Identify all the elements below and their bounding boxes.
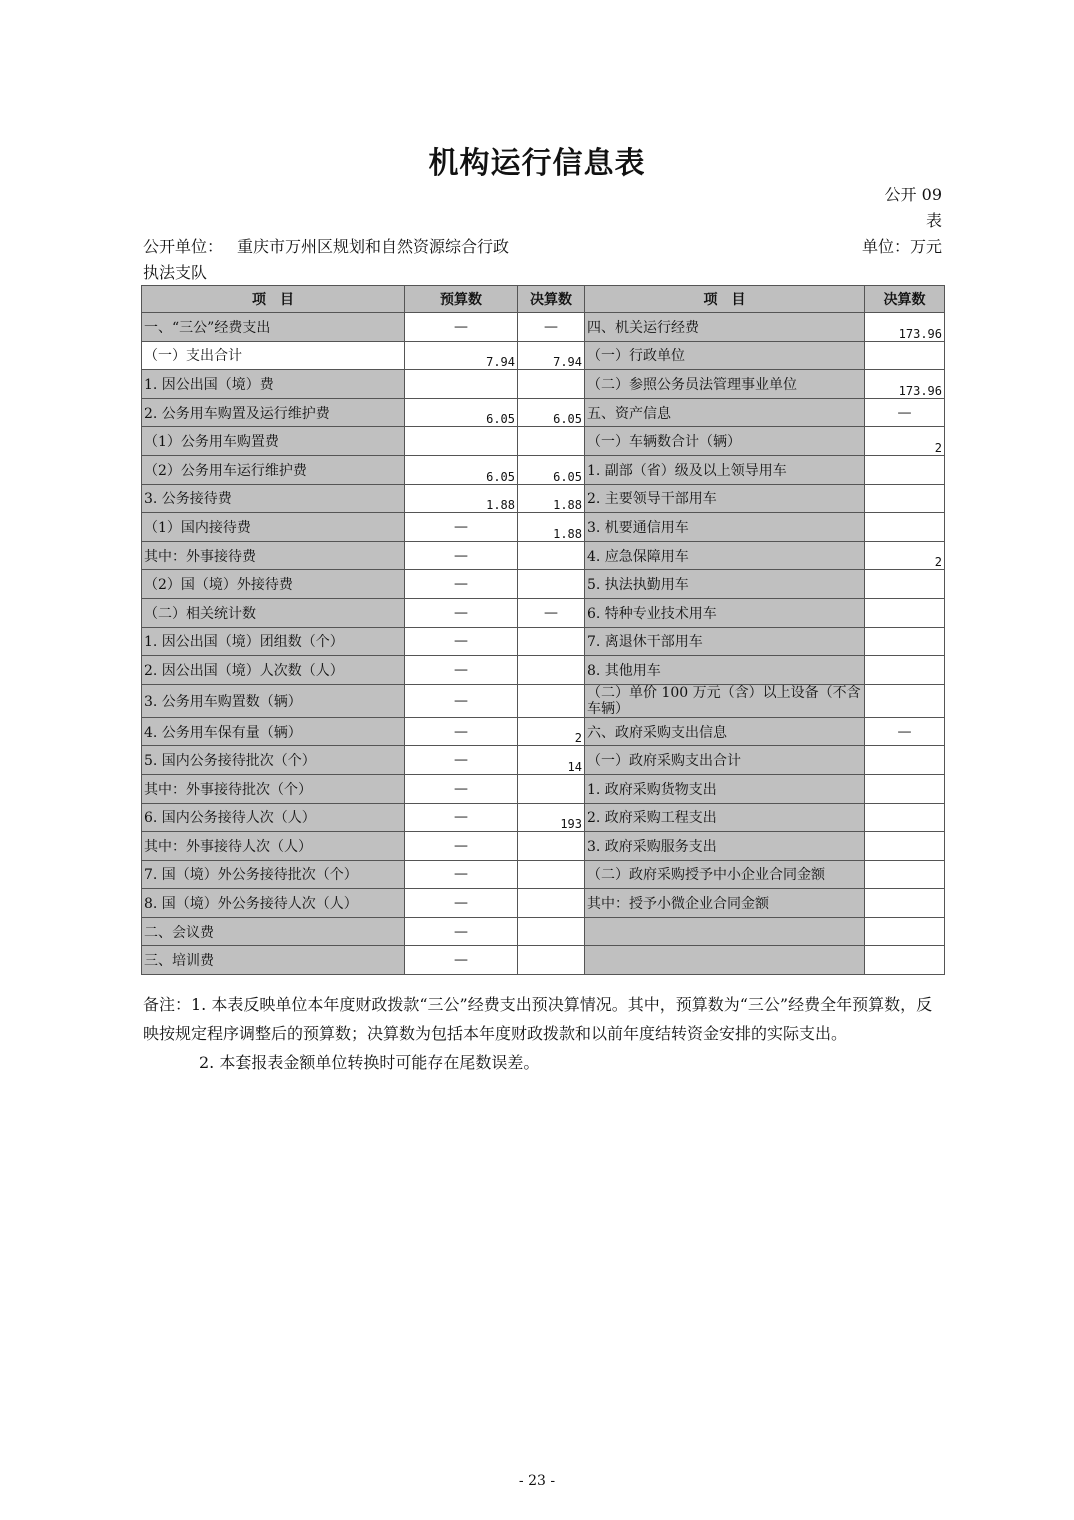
table-row xyxy=(142,570,945,599)
row-budget-value: — xyxy=(405,832,518,861)
table-row xyxy=(142,484,945,513)
row-budget-value: — xyxy=(405,627,518,656)
table-row xyxy=(142,889,945,918)
row-final-right-value: — xyxy=(865,398,945,427)
row-final-right-value: 2 xyxy=(865,427,945,456)
row-budget-value: — xyxy=(405,513,518,542)
row-item-label: 3. 公务接待费 xyxy=(142,484,405,513)
table-row xyxy=(142,917,945,946)
row-budget-value: 6.05 xyxy=(405,398,518,427)
row-item-label: 8. 国（境）外公务接待人次（人） xyxy=(142,889,405,918)
row-item-label: 2. 因公出国（境）人次数（人） xyxy=(142,656,405,685)
row-budget-value: — xyxy=(405,684,518,717)
info-table xyxy=(141,285,945,975)
row-item-right-label: 4. 应急保障用车 xyxy=(585,541,865,570)
table-row xyxy=(142,717,945,746)
row-final-value xyxy=(518,917,585,946)
row-item-label: （一）支出合计 xyxy=(142,341,405,370)
row-final-value: — xyxy=(518,313,585,342)
row-item-right-label: 1. 副部（省）级及以上领导用车 xyxy=(585,455,865,484)
org-name: 重庆市万州区规划和自然资源综合行政执法支队 xyxy=(143,237,510,282)
row-budget-value: — xyxy=(405,541,518,570)
row-item-right-label: 6. 特种专业技术用车 xyxy=(585,598,865,627)
row-final-right-value xyxy=(865,341,945,370)
row-budget-value: — xyxy=(405,313,518,342)
row-item-label: 一、“三公”经费支出 xyxy=(142,313,405,342)
row-final-right-value xyxy=(865,484,945,513)
row-budget-value: — xyxy=(405,656,518,685)
table-row xyxy=(142,541,945,570)
row-item-label: 3. 公务用车购置数（辆） xyxy=(142,684,405,717)
page-title: 机构运行信息表 xyxy=(428,146,646,181)
row-item-right-label: （一）行政单位 xyxy=(585,341,865,370)
row-item-right-label: （二）政府采购授予中小企业合同金额 xyxy=(585,860,865,889)
row-final-right-value xyxy=(865,860,945,889)
row-item-right-label xyxy=(585,917,865,946)
row-item-label: 1. 因公出国（境）费 xyxy=(142,370,405,399)
row-final-value: 193 xyxy=(518,803,585,832)
row-final-right-value: 173.96 xyxy=(865,370,945,399)
row-item-right-label: 五、资产信息 xyxy=(585,398,865,427)
header-item: 项 目 xyxy=(142,286,405,313)
row-final-right-value xyxy=(865,627,945,656)
row-item-label: （二）相关统计数 xyxy=(142,598,405,627)
row-item-label: （2）公务用车运行维护费 xyxy=(142,455,405,484)
form-number: 公开 09 表 xyxy=(884,185,942,230)
row-final-right-value xyxy=(865,832,945,861)
row-item-label: 2. 公务用车购置及运行维护费 xyxy=(142,398,405,427)
row-final-value xyxy=(518,627,585,656)
row-item-label: 三、培训费 xyxy=(142,946,405,975)
row-item-label: 其中：外事接待批次（个） xyxy=(142,774,405,803)
row-final-right-value: — xyxy=(865,717,945,746)
row-item-label: （1）公务用车购置费 xyxy=(142,427,405,456)
header-final-right: 决算数 xyxy=(865,286,945,313)
table-row xyxy=(142,598,945,627)
row-final-value xyxy=(518,889,585,918)
row-budget-value: — xyxy=(405,598,518,627)
row-final-value: 6.05 xyxy=(518,398,585,427)
row-budget-value: — xyxy=(405,917,518,946)
row-item-right-label: 8. 其他用车 xyxy=(585,656,865,685)
table-row xyxy=(142,803,945,832)
row-final-right-value xyxy=(865,684,945,717)
row-budget-value: — xyxy=(405,774,518,803)
table-row xyxy=(142,398,945,427)
row-final-right-value: 173.96 xyxy=(865,313,945,342)
row-final-right-value xyxy=(865,656,945,685)
unit-label: 单位：万元 xyxy=(862,237,943,256)
table-row xyxy=(142,427,945,456)
table-row xyxy=(142,946,945,975)
table-row xyxy=(142,860,945,889)
table-row xyxy=(142,341,945,370)
row-final-value xyxy=(518,832,585,861)
row-item-label: 6. 国内公务接待人次（人） xyxy=(142,803,405,832)
header-item-right: 项 目 xyxy=(585,286,865,313)
table-row xyxy=(142,370,945,399)
row-final-value xyxy=(518,774,585,803)
row-final-right-value: 2 xyxy=(865,541,945,570)
table-header-row xyxy=(142,286,945,313)
row-final-right-value xyxy=(865,570,945,599)
header-final: 决算数 xyxy=(518,286,585,313)
row-budget-value: — xyxy=(405,746,518,775)
row-item-right-label: （二）单价 100 万元（含）以上设备（不含车辆） xyxy=(585,684,865,717)
row-item-label: 二、会议费 xyxy=(142,917,405,946)
row-final-value: 7.94 xyxy=(518,341,585,370)
row-budget-value: 7.94 xyxy=(405,341,518,370)
row-item-right-label: 四、机关运行经费 xyxy=(585,313,865,342)
table-row xyxy=(142,832,945,861)
row-item-label: （2）国（境）外接待费 xyxy=(142,570,405,599)
row-item-right-label: （一）政府采购支出合计 xyxy=(585,746,865,775)
row-item-right-label xyxy=(585,946,865,975)
row-item-label: 5. 国内公务接待批次（个） xyxy=(142,746,405,775)
row-item-right-label: 2. 政府采购工程支出 xyxy=(585,803,865,832)
row-final-right-value xyxy=(865,917,945,946)
row-final-right-value xyxy=(865,513,945,542)
row-item-label: 7. 国（境）外公务接待批次（个） xyxy=(142,860,405,889)
row-item-right-label: 其中：授予小微企业合同金额 xyxy=(585,889,865,918)
row-final-right-value xyxy=(865,455,945,484)
row-item-label: （1）国内接待费 xyxy=(142,513,405,542)
row-budget-value: 6.05 xyxy=(405,455,518,484)
table-row xyxy=(142,684,945,717)
row-item-right-label: 5. 执法执勤用车 xyxy=(585,570,865,599)
row-item-right-label: （一）车辆数合计（辆） xyxy=(585,427,865,456)
row-budget-value: — xyxy=(405,946,518,975)
row-final-value: 14 xyxy=(518,746,585,775)
table-row xyxy=(142,313,945,342)
note-1: 备注：1. 本表反映单位本年度财政拨款“三公”经费支出预决算情况。其中，预算数为“三公”经费全年预算数，反映按规定程序调整后的预算数；决算数为包括本年度财政拨款和以前年度结转资金安排的实际支出。 xyxy=(143,995,933,1043)
row-budget-value xyxy=(405,427,518,456)
row-final-value: 6.05 xyxy=(518,455,585,484)
org-label: 公开单位： xyxy=(143,237,224,256)
row-final-value: 2 xyxy=(518,717,585,746)
row-item-right-label: （二）参照公务员法管理事业单位 xyxy=(585,370,865,399)
row-budget-value: — xyxy=(405,803,518,832)
row-item-label: 1. 因公出国（境）团组数（个） xyxy=(142,627,405,656)
row-final-right-value xyxy=(865,803,945,832)
row-item-right-label: 3. 机要通信用车 xyxy=(585,513,865,542)
row-budget-value: — xyxy=(405,860,518,889)
notes xyxy=(143,990,943,1077)
row-item-label: 其中：外事接待费 xyxy=(142,541,405,570)
row-item-right-label: 3. 政府采购服务支出 xyxy=(585,832,865,861)
table-row xyxy=(142,656,945,685)
row-final-value xyxy=(518,946,585,975)
table-row xyxy=(142,627,945,656)
table-row xyxy=(142,746,945,775)
row-final-right-value xyxy=(865,598,945,627)
row-budget-value: — xyxy=(405,717,518,746)
row-budget-value: — xyxy=(405,889,518,918)
row-item-right-label: 2. 主要领导干部用车 xyxy=(585,484,865,513)
row-final-right-value xyxy=(865,746,945,775)
header-budget: 预算数 xyxy=(405,286,518,313)
row-final-right-value xyxy=(865,774,945,803)
table-row xyxy=(142,774,945,803)
row-final-right-value xyxy=(865,946,945,975)
row-item-right-label: 7. 离退休干部用车 xyxy=(585,627,865,656)
row-final-right-value xyxy=(865,889,945,918)
row-budget-value xyxy=(405,370,518,399)
page-number: - 23 - xyxy=(518,1473,556,1489)
org-info xyxy=(143,234,523,286)
row-final-value xyxy=(518,370,585,399)
row-final-value: — xyxy=(518,598,585,627)
row-budget-value: 1.88 xyxy=(405,484,518,513)
row-item-label: 其中：外事接待人次（人） xyxy=(142,832,405,861)
note-2: 2. 本套报表金额单位转换时可能存在尾数误差。 xyxy=(199,1053,540,1072)
row-item-right-label: 六、政府采购支出信息 xyxy=(585,717,865,746)
row-final-value xyxy=(518,541,585,570)
row-item-right-label: 1. 政府采购货物支出 xyxy=(585,774,865,803)
row-item-label: 4. 公务用车保有量（辆） xyxy=(142,717,405,746)
row-final-value xyxy=(518,684,585,717)
row-final-value xyxy=(518,656,585,685)
row-final-value: 1.88 xyxy=(518,513,585,542)
table-row xyxy=(142,513,945,542)
table-body xyxy=(142,313,945,975)
row-final-value xyxy=(518,570,585,599)
table-row xyxy=(142,455,945,484)
row-final-value xyxy=(518,427,585,456)
row-final-value xyxy=(518,860,585,889)
row-final-value: 1.88 xyxy=(518,484,585,513)
row-budget-value: — xyxy=(405,570,518,599)
